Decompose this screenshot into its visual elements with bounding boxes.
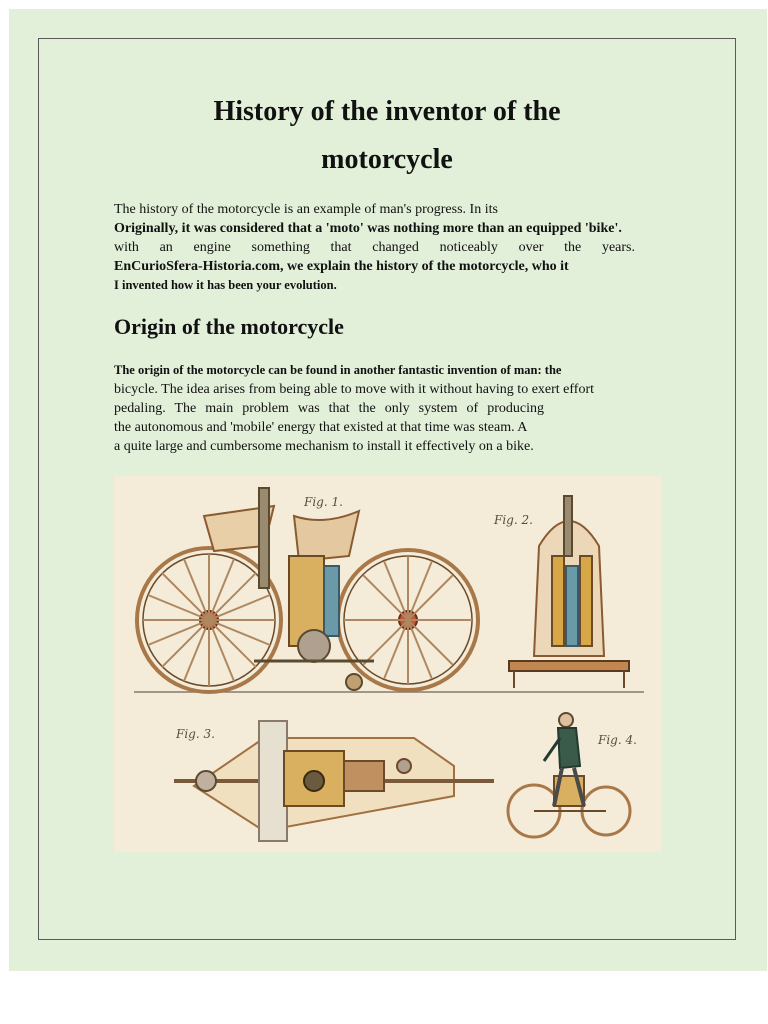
fig3-top-view <box>174 721 494 841</box>
title-line-2: motorcycle <box>321 144 453 175</box>
origin-line-1: The origin of the motorcycle can be found in another fantastic invention of man: the <box>114 363 562 377</box>
intro-paragraph <box>114 200 635 295</box>
intro-line-1: The history of the motorcycle is an example of man's progress. In its <box>114 202 498 217</box>
section-heading-origin: Origin of the motorcycle <box>114 314 344 339</box>
intro-line-3: with an engine something that changed noticeably over the years. <box>114 240 635 255</box>
motorcycle-patent-illustration <box>114 476 662 852</box>
origin-paragraph <box>114 361 635 456</box>
origin-line-3: pedaling. The main problem was that the only system of producing <box>114 401 544 416</box>
origin-line-4: the autonomous and 'mobile' energy that existed at that time was steam. A <box>114 420 528 435</box>
intro-line-4: EnCurioSfera-Historia.com, we explain the history of the motorcycle, who it <box>114 259 569 274</box>
fig1-label: Fig. 1. <box>304 495 343 509</box>
fig1-side-view <box>134 488 494 692</box>
origin-line-5: a quite large and cumbersome mechanism to install it effectively on a bike. <box>114 439 534 454</box>
fig2-label: Fig. 2. <box>494 513 533 527</box>
intro-line-5: I invented how it has been your evolution. <box>114 278 337 292</box>
origin-line-2: bicycle. The idea arises from being able to move with it without having to exert effort <box>114 382 595 397</box>
fig3-label: Fig. 3. <box>176 727 215 741</box>
fig4-label: Fig. 4. <box>598 733 637 747</box>
intro-line-2: Originally, it was considered that a 'moto' was nothing more than an equipped 'bike'. <box>114 221 622 236</box>
title-line-1: History of the inventor of the <box>213 96 561 127</box>
fig4-rider-view <box>508 713 630 837</box>
